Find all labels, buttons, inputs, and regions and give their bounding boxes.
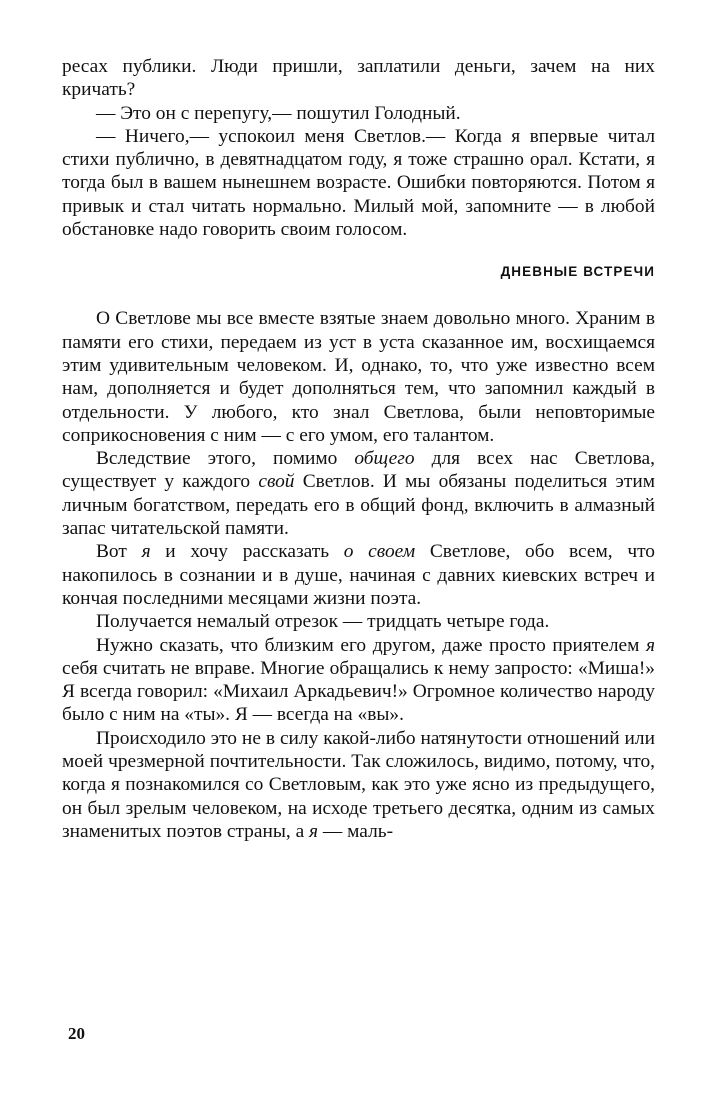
text-run: — Ничего,— успокоил меня Светлов.— Когда я впервые читал стихи публично, в девятнадцатом году, я тоже страшно орал. Кстати, я тогда был в вашем нынешнем возрасте. Ошибки повторяются. Потом я привык и стал читать нормально. Милый мой, запомните — в любой обстановке надо говорить своим голосом. bbox=[62, 125, 655, 241]
italic-text: я bbox=[141, 541, 151, 563]
paragraph bbox=[62, 125, 655, 241]
text-run: себя считать не вправе. Многие обращались к нему запросто: «Миша!» Я всегда говорил: «Михаил Аркадьевич!» Огромное количество народу было с ним на «ты». Я — всегда на «вы». bbox=[62, 657, 655, 726]
italic-text: о своем bbox=[343, 541, 416, 563]
text-run: — Это он с перепугу,— пошутил Голодный. bbox=[96, 102, 461, 124]
paragraph bbox=[62, 307, 655, 447]
paragraph bbox=[62, 540, 655, 610]
italic-text: общего bbox=[354, 448, 415, 470]
text-block-main bbox=[62, 307, 655, 843]
text-run: Светлов. И мы обязаны поделиться этим личным богатством, передать его в общий фонд, включить в алмазный запас читательской памяти. bbox=[62, 471, 655, 540]
text-run: Происходило это не в силу какой-либо натянутости отношений или моей чрезмерной почтительности. Так сложилось, видимо, потому, что, когда я познакомился со Светловым, как это уже ясно из предыдущего, он был зрелым человеком, на исходе третьего десятка, одним из самых знаменитых поэтов страны, а bbox=[62, 727, 655, 842]
heading-spacer bbox=[62, 282, 655, 307]
text-run: — маль- bbox=[318, 820, 394, 842]
section-heading: ДНЕВНЫЕ ВСТРЕЧИ bbox=[500, 264, 655, 280]
text-run: ресах публики. Люди пришли, заплатили деньги, зачем на них кричать? bbox=[62, 56, 655, 101]
text-run: Вот bbox=[96, 541, 142, 563]
italic-text: я bbox=[309, 820, 319, 842]
text-run: Светлове, обо всем, что накопилось в сознании и в душе, начиная с давних киевских встреч и кончая последними месяцами жизни поэта. bbox=[62, 541, 655, 609]
paragraph bbox=[62, 102, 655, 125]
text-run: Получается немалый отрезок — тридцать четыре года. bbox=[96, 611, 550, 633]
paragraph bbox=[62, 55, 655, 102]
book-page bbox=[62, 55, 655, 843]
text-run: для всех нас Светлова, существует у каждого bbox=[62, 448, 656, 493]
text-run: Вследствие этого, помимо bbox=[96, 448, 355, 470]
italic-text: я bbox=[645, 634, 655, 656]
text-run: О Светлове мы все вместе взятые знаем довольно много. Храним в памяти его стихи, передаем из уст в уста сказанное им, восхищаемся этим удивительным человеком. И, однако, то, что уже известно всем нам, дополняется и будет дополняться тем, что запомнил каждый в отдельности. У любого, кто знал Светлова, были неповторимые соприкосновения с ним — с его умом, его талантом. bbox=[62, 308, 655, 446]
paragraph bbox=[62, 634, 655, 727]
paragraph bbox=[62, 447, 655, 540]
page-number: 20 bbox=[68, 1024, 85, 1043]
text-run: Нужно сказать, что близким его другом, даже просто приятелем bbox=[96, 634, 646, 656]
paragraph bbox=[62, 727, 655, 843]
text-run: и хочу рассказать bbox=[150, 541, 344, 563]
text-block-top bbox=[62, 55, 655, 241]
italic-text: свой bbox=[258, 471, 295, 493]
paragraph bbox=[62, 610, 655, 633]
